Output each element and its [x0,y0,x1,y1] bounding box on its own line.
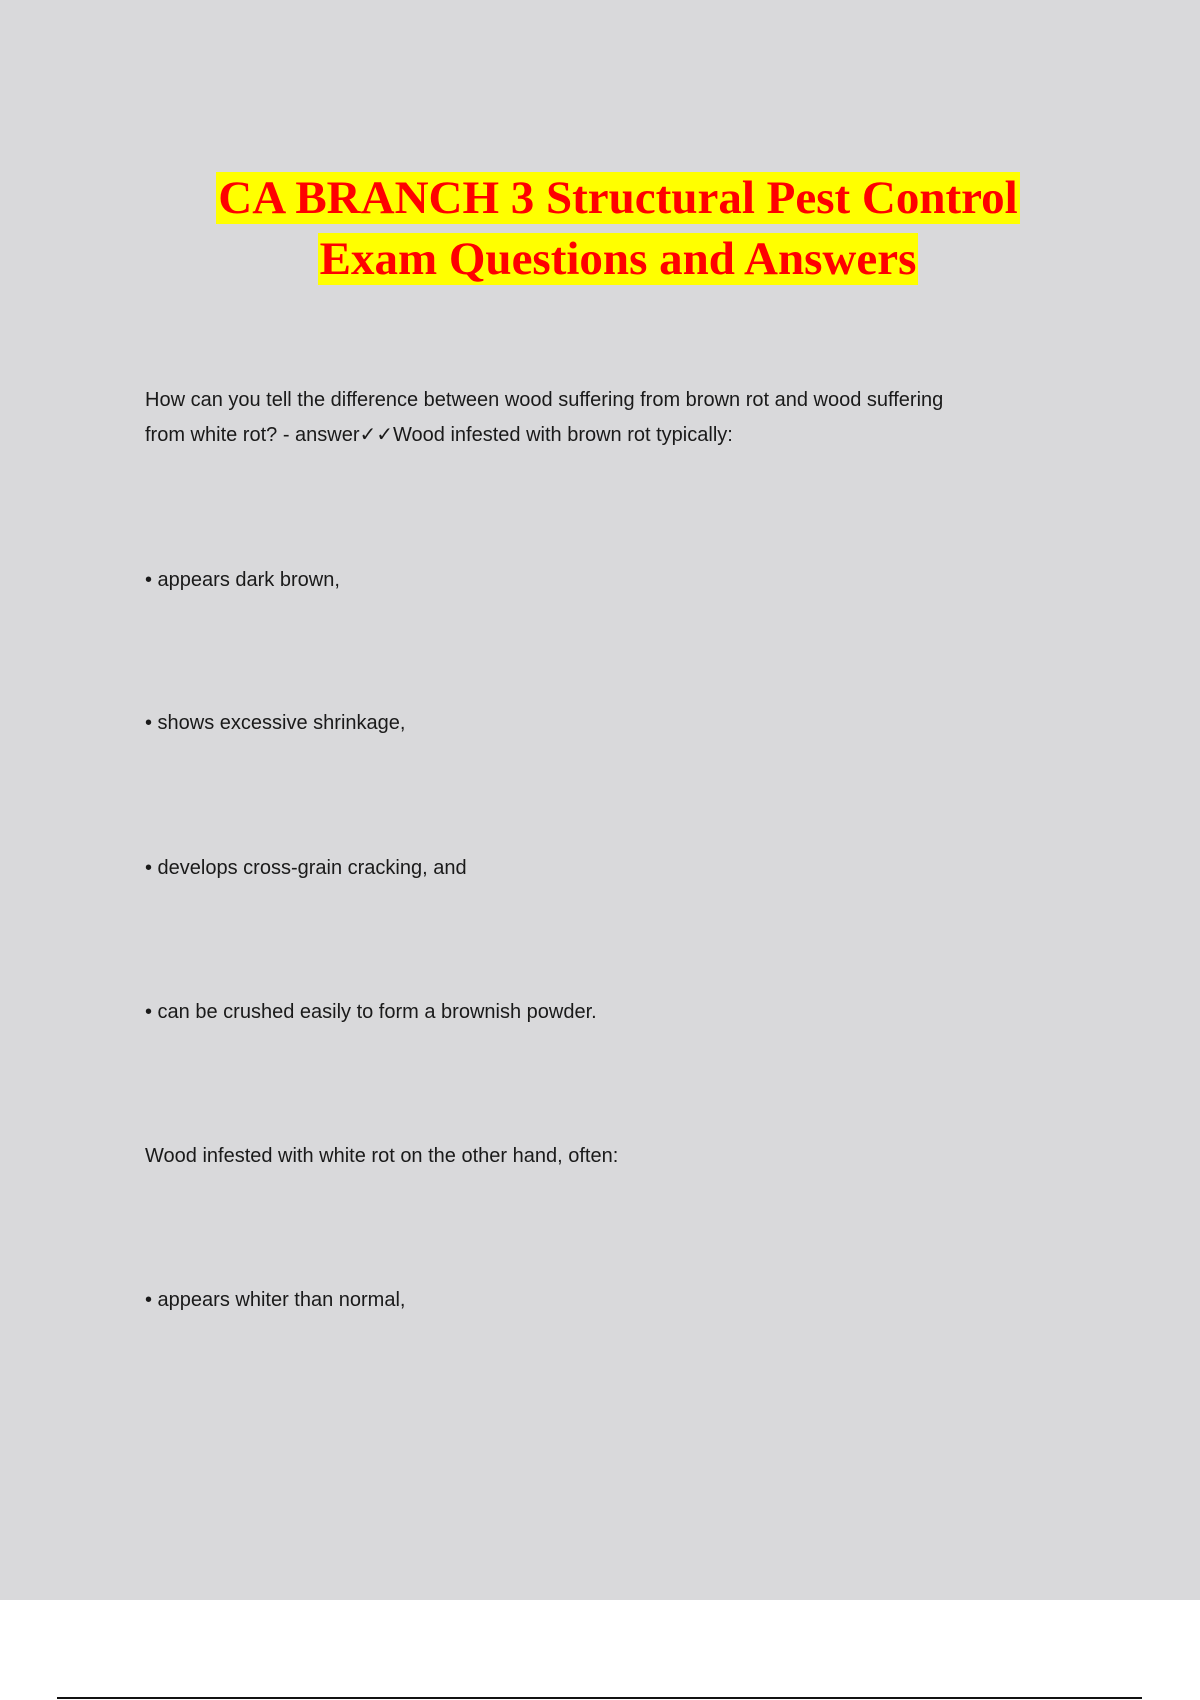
question-line-1: How can you tell the difference between wood suffering from brown rot and wood suffering [145,389,944,411]
brown-rot-bullet-2: • shows excessive shrinkage, [145,712,406,734]
question-line-2: from white rot? - answer✓✓Wood infested with brown rot typically: [145,424,733,446]
brown-rot-bullet-4: • can be crushed easily to form a brownish powder. [145,1001,597,1023]
white-rot-bullet-1: • appears whiter than normal, [145,1289,406,1311]
next-page-divider [57,1697,1142,1699]
brown-rot-bullet-1: • appears dark brown, [145,569,340,591]
question-text [145,383,943,453]
brown-rot-bullet-3: • develops cross-grain cracking, and [145,857,467,879]
title-line-2: Exam Questions and Answers [319,233,917,285]
title-line-1: CA BRANCH 3 Structural Pest Control [218,172,1018,224]
document-title [0,168,1200,290]
white-rot-intro: Wood infested with white rot on the other hand, often: [145,1145,619,1167]
